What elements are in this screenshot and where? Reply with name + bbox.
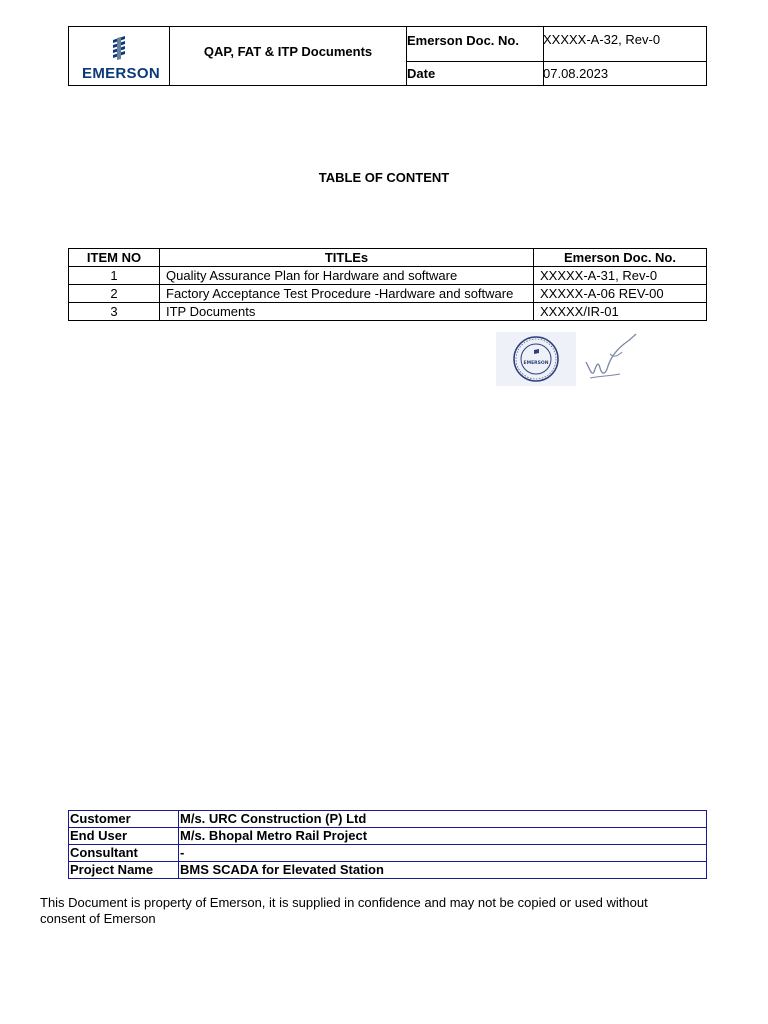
end-user-label: End User xyxy=(69,828,179,845)
column-header-item-no: ITEM NO xyxy=(69,249,160,267)
table-row xyxy=(69,303,707,321)
title-cell: Factory Acceptance Test Procedure -Hardware and software xyxy=(160,285,534,303)
column-header-doc-no: Emerson Doc. No. xyxy=(534,249,707,267)
title-cell: Quality Assurance Plan for Hardware and software xyxy=(160,267,534,285)
table-row xyxy=(69,285,707,303)
consultant-value: - xyxy=(179,845,707,862)
signature-icon xyxy=(580,332,640,384)
emerson-logo-icon xyxy=(73,33,167,63)
emerson-logo xyxy=(73,33,167,81)
stamp-text: EMERSON xyxy=(523,361,549,366)
header-row-divider xyxy=(407,61,706,62)
confidentiality-note: This Document is property of Emerson, it is supplied in confidence and may not be copied or used without consent of Emerson xyxy=(40,895,648,926)
table-row xyxy=(69,828,707,845)
date-label: Date xyxy=(407,66,436,81)
stamp-seal-icon xyxy=(496,332,576,386)
toc-header-row xyxy=(69,249,707,267)
logo-wordmark: EMERSON xyxy=(82,65,160,82)
item-no-cell: 1 xyxy=(69,267,160,285)
date-value: 07.08.2023 xyxy=(543,66,609,81)
project-name-label: Project Name xyxy=(69,862,179,879)
doc-no-value: XXXXX-A-32, Rev-0 xyxy=(543,32,661,47)
document-title: QAP, FAT & ITP Documents xyxy=(203,44,373,59)
table-row xyxy=(69,811,707,828)
toc-table xyxy=(68,248,707,321)
title-cell: ITP Documents xyxy=(160,303,534,321)
doc-no-cell: XXXXX-A-31, Rev-0 xyxy=(534,267,707,285)
project-name-value: BMS SCADA for Elevated Station xyxy=(179,862,707,879)
column-header-titles: TITLEs xyxy=(160,249,534,267)
customer-label: Customer xyxy=(69,811,179,828)
project-info-table xyxy=(68,810,707,879)
item-no-cell: 3 xyxy=(69,303,160,321)
item-no-cell: 2 xyxy=(69,285,160,303)
company-stamp xyxy=(496,332,576,386)
doc-no-cell: XXXXX-A-06 REV-00 xyxy=(534,285,707,303)
customer-value: M/s. URC Construction (P) Ltd xyxy=(179,811,707,828)
doc-no-cell: XXXXX/IR-01 xyxy=(534,303,707,321)
table-row xyxy=(69,845,707,862)
doc-no-label: Emerson Doc. No. xyxy=(407,33,519,48)
consultant-label: Consultant xyxy=(69,845,179,862)
table-row xyxy=(69,267,707,285)
document-header xyxy=(68,26,707,86)
table-row xyxy=(69,862,707,879)
end-user-value: M/s. Bhopal Metro Rail Project xyxy=(179,828,707,845)
toc-heading: TABLE OF CONTENT xyxy=(318,170,450,185)
